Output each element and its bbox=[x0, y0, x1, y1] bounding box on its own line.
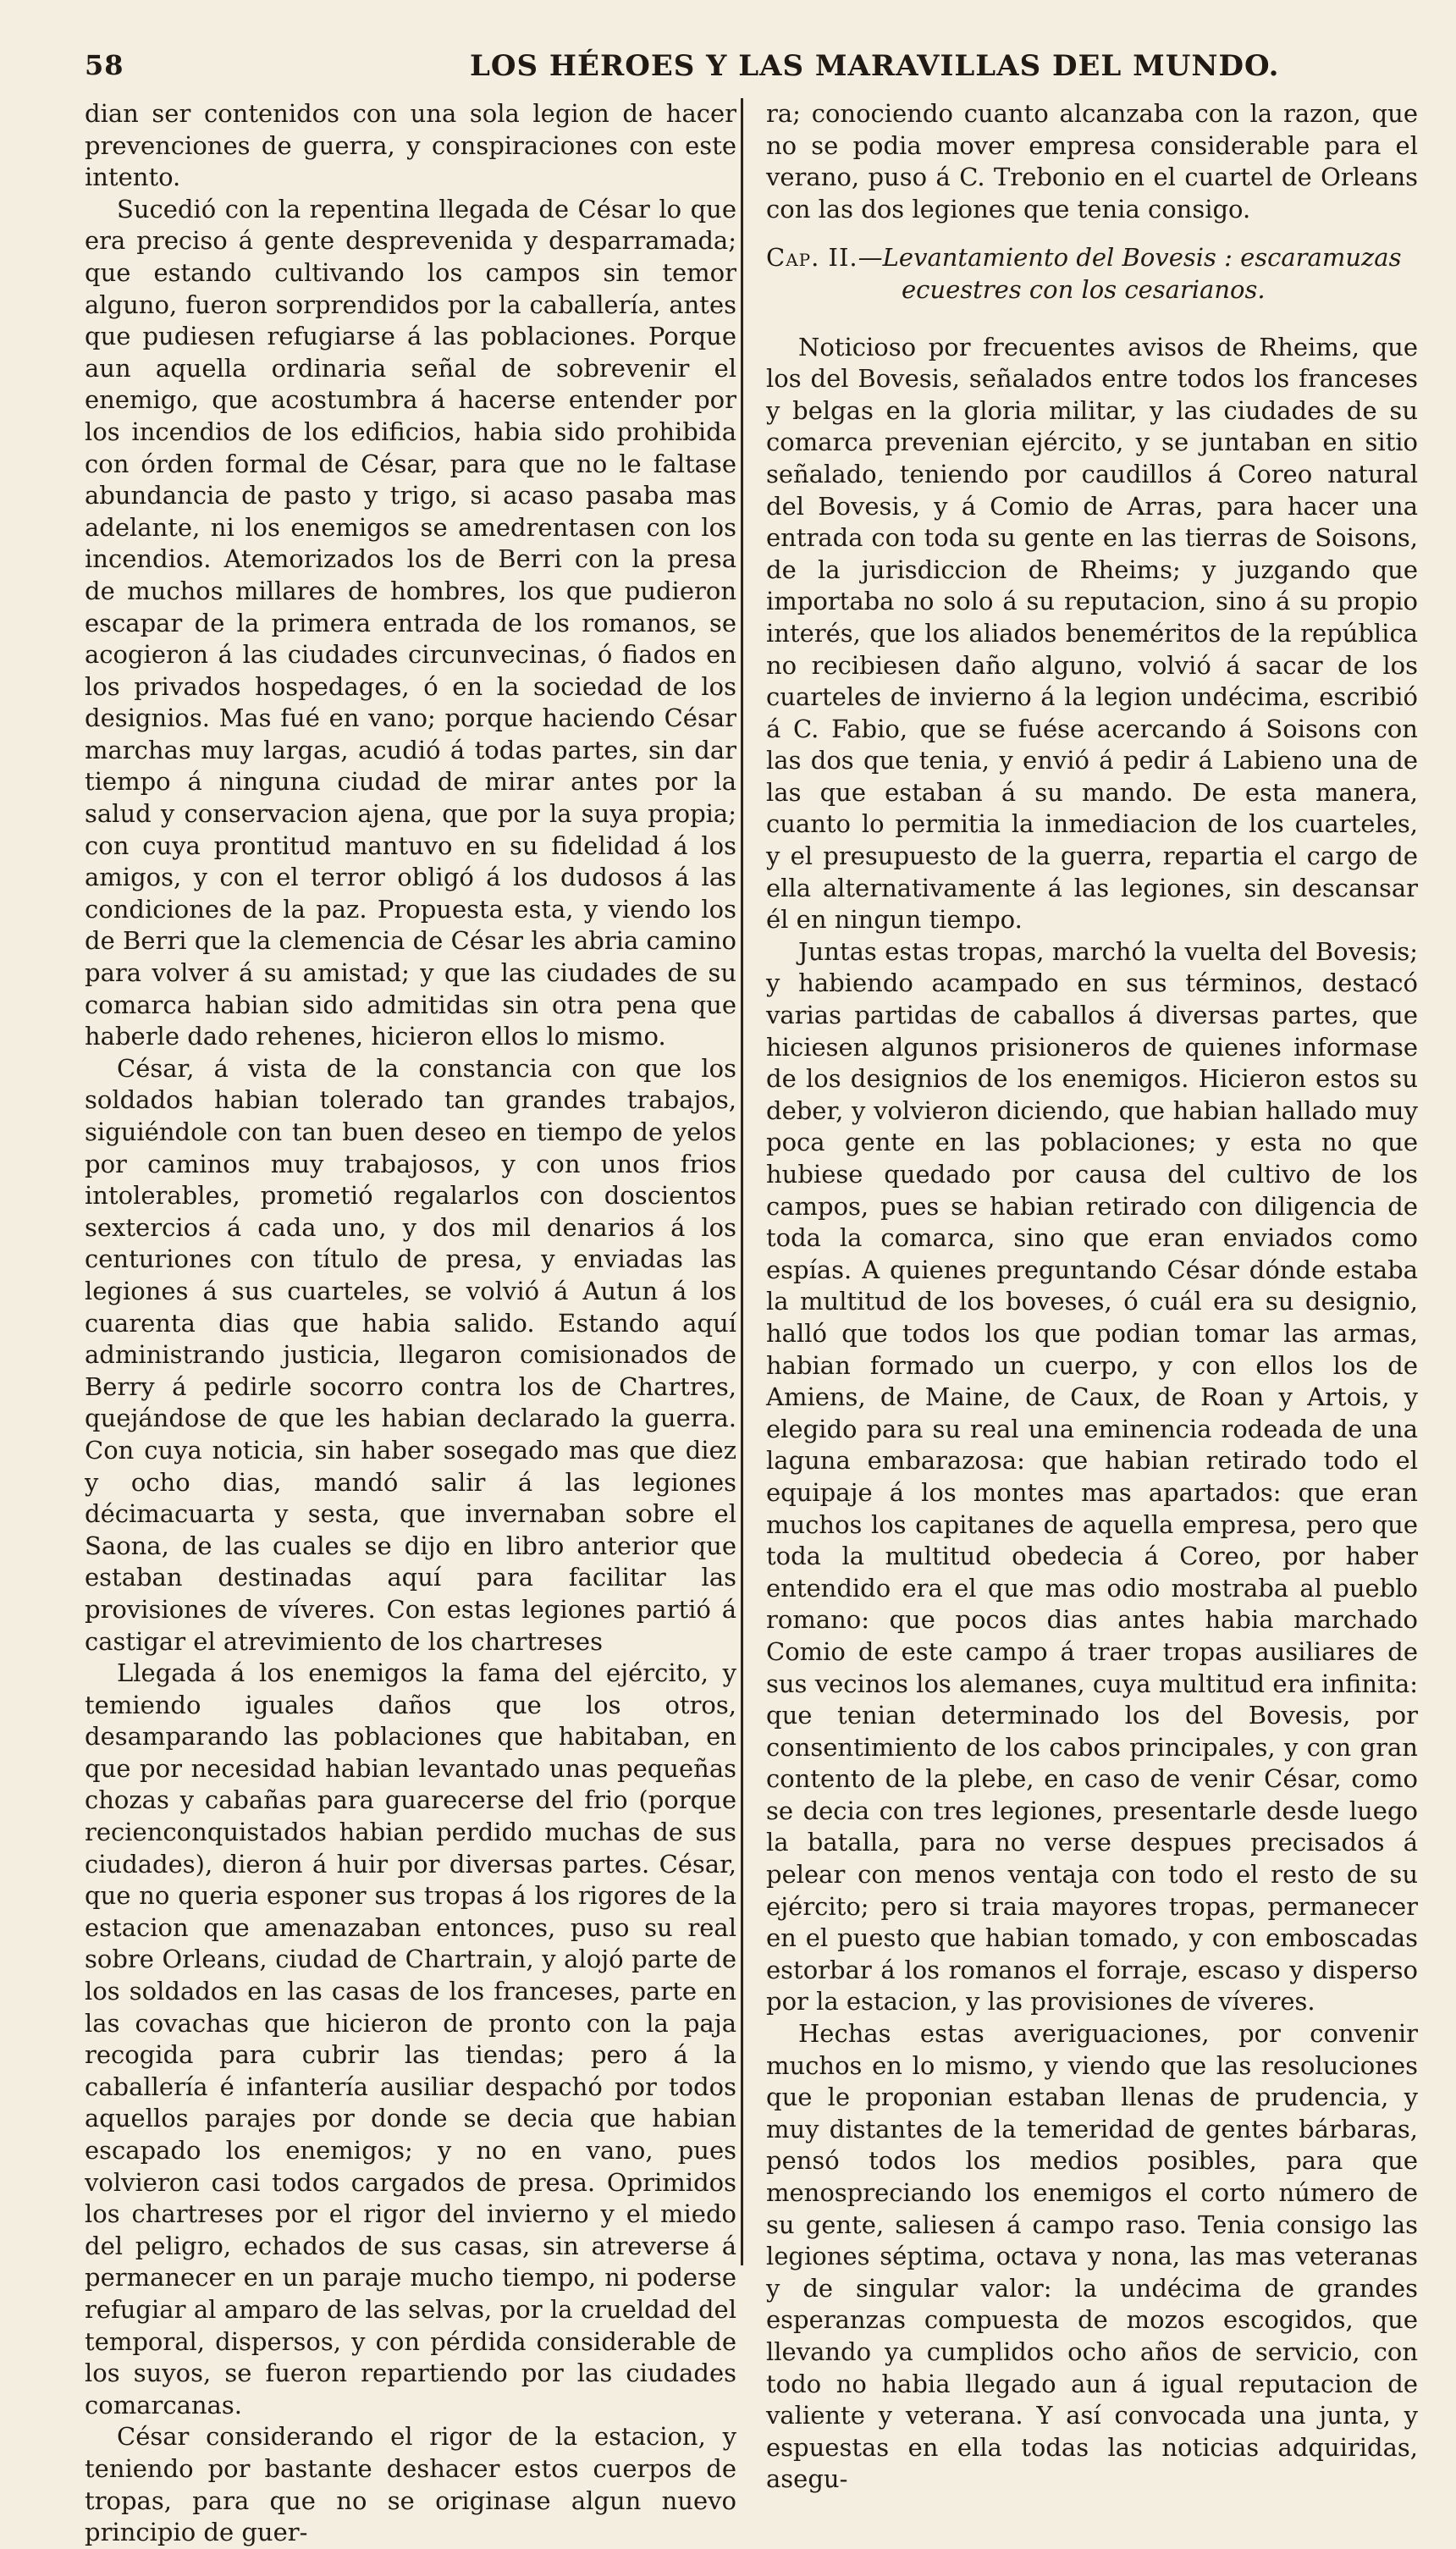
chapter-label: Cap. II. bbox=[766, 243, 858, 273]
paragraph: Llegada á los enemigos la fama del ejército, y temiendo iguales daños que los otros, desamparando las poblaciones que habitaban, en que por necesidad habian levantado unas pequeñas chozas y cabañas para guarecerse del frio (porque recienconquistados habian perdido muchas de sus ciudades), dieron á huir por diversas partes. César, que no queria esponer sus tropas á los rigores de la estacion que amenazaban entonces, puso su real sobre Orleans, ciudad de Chartrain, y alojó parte de los soldados en las casas de los franceses, parte en las covachas que hicieron de pronto con la paja recogida para cubrir las tiendas; pero á la caballería é infantería ausiliar despachó por todos aquellos parajes por donde se decia que habian escapado los enemigos; y no en vano, pues volvieron casi todos cargados de presa. Oprimidos los chartreses por el rigor del invierno y el miedo del peligro, echados de sus casas, sin atreverse á permanecer en un paraje mucho tiempo, ni poderse refugiar al amparo de las selvas, por la crueldad del temporal, dispersos, y con pérdida considerable de los suyos, se fueron repartiendo por las ciudades comarcanas. bbox=[85, 1658, 736, 2419]
left-column bbox=[85, 98, 736, 2549]
paragraph: César, á vista de la constancia con que los soldados habian tolerado tan grandes trabajos, siguiéndole con tan buen deseo en tiempo de yelos por caminos muy trabajosos, y con unos frios intolerables, prometió regalarlos con doscientos sextercios á cada uno, y dos mil denarios á los centuriones con título de presa, y enviadas las legiones á sus cuarteles, se volvió á Autun á los cuarenta dias que habia salido. Estando aquí administrando justicia, llegaron comisionados de Berry á pedirle socorro contra los de Chartres, quejándose de que les habian declarado la guerra. Con cuya noticia, sin haber sosegado mas que diez y ocho dias, mandó salir á las legiones décimacuarta y sesta, que invernaban sobre el Saona, de las cuales se dijo en libro anterior que estaban destinadas aquí para facilitar las provisiones de víveres. Con estas legiones partió á castigar el atrevimiento de los chartreses bbox=[85, 1053, 736, 1656]
chapter-heading bbox=[766, 242, 1418, 306]
running-head: LOS HÉROES Y LAS MARAVILLAS DEL MUNDO. bbox=[470, 49, 1280, 83]
paragraph: Juntas estas tropas, marchó la vuelta del Bovesis; y habiendo acampado en sus términos, destacó varias partidas de caballos á diversas partes, que hiciesen algunos prisioneros de quienes informase de los designios de los enemigos. Hicieron estos su deber, y volvieron diciendo, que habian hallado muy poca gente en las poblaciones; y esta no que hubiese quedado por causa del cultivo de los campos, pues se habian retirado con diligencia de toda la comarca, sino que eran enviados como espías. A quienes preguntando César dónde estaba la multitud de los boveses, ó cuál era su designio, halló que todos los que podian tomar las armas, habian formado un cuerpo, y con ellos los de Amiens, de Maine, de Caux, de Roan y Artois, y elegido para su real una eminencia rodeada de una laguna embarazosa: que habian retirado todo el equipaje á los montes mas apartados: que eran muchos los capitanes de aquella empresa, pero que toda la multitud obedecia á Coreo, por haber entendido era el que mas odio mostraba al pueblo romano: que pocos dias antes habia marchado Comio de este campo á traer tropas ausiliares de sus vecinos los alemanes, cuya multitud era infinita: que tenian determinado los del Bovesis, por consentimiento de los cabos principales, y con gran contento de la plebe, en caso de venir César, como se decia con tres legiones, presentarle desde luego la batalla, para no verse despues precisados á pelear con menos ventaja con todo el resto de su ejército; pero si traia mayores tropas, permanecer en el puesto que habian tomado, y con emboscadas estorbar á los romanos el forraje, escaso y disperso por la estacion, y las provisiones de víveres. bbox=[766, 936, 1418, 2017]
paragraph: ra; conociendo cuanto alcanzaba con la razon, que no se podia mover empresa considerable para el verano, puso á C. Trebonio en el cuartel de Orleans con las dos legiones que tenia consigo. bbox=[766, 99, 1418, 223]
paragraph: dian ser contenidos con una sola legion de hacer prevenciones de guerra, y conspiraciones con este intento. bbox=[85, 99, 736, 192]
paragraph: Hechas estas averiguaciones, por convenir muchos en lo mismo, y viendo que las resoluciones que le proponian estaban llenas de prudencia, y muy distantes de la temeridad de gentes bárbaras, pensó todos los medios posibles, para que menospreciando los enemigos el corto número de su gente, saliesen á campo raso. Tenia consigo las legiones séptima, octava y nona, las mas veteranas y de singular valor: la undécima de grandes esperanzas compuesta de mozos escogidos, que llevando ya cumplidos ocho años de servicio, con todo no habia llegado aun á igual reputacion de valiente y veterana. Y así convocada una junta, y espuestas en ella todas las noticias adquiridas, asegu- bbox=[766, 2019, 1418, 2494]
paragraph: César considerando el rigor de la estacion, y teniendo por bastante deshacer estos cuerpos de tropas, para que no se originase algun nuevo principio de guer- bbox=[85, 2422, 736, 2547]
paragraph: Noticioso por frecuentes avisos de Rheims, que los del Bovesis, señalados entre todos los franceses y belgas en la gloria militar, y las ciudades de su comarca prevenian ejército, y se juntaban en sitio señalado, teniendo por caudillos á Coreo natural del Bovesis, y á Comio de Arras, para hacer una entrada con toda su gente en las tierras de Soisons, de la jurisdiccion de Rheims; y juzgando que importaba no solo á su reputacion, sino á su propio interés, que los aliados beneméritos de la república no recibiesen daño alguno, volvió á sacar de los cuarteles de invierno á la legion undécima, escribió á C. Fabio, que se fuése acercando á Soisons con las dos que tenia, y envió á pedir á Labieno una de las que estaban á su mando. De esta manera, cuanto lo permitia la inmediacion de los cuarteles, y el presupuesto de la guerra, repartia el cargo de ella alternativamente á las legiones, sin descansar él en ningun tiempo. bbox=[766, 332, 1418, 935]
page-number: 58 bbox=[85, 49, 124, 81]
column-divider bbox=[741, 98, 743, 2265]
chapter-title-continued: ecuestres con los cesarianos. bbox=[902, 274, 1266, 304]
paragraph: Sucedió con la repentina llegada de César lo que era preciso á gente desprevenida y desparramada; que estando cultivando los campos sin temor alguno, fueron sorprendidos por la caballería, antes que pudiesen refugiarse á las poblaciones. Porque aun aquella ordinaria señal de sobrevenir el enemigo, que acostumbra á hacerse entender por los incendios de los edificios, habia sido prohibida con órden formal de César, para que no le faltase abundancia de pasto y trigo, si acaso pasaba mas adelante, ni los enemigos se amedrentasen con los incendios. Atemorizados los de Berri con la presa de muchos millares de hombres, los que pudieron escapar de la primera entrada de los romanos, se acogieron á las ciudades circunvecinas, ó fiados en los privados hospedages, ó en la sociedad de los designios. Mas fué en vano; porque haciendo César marchas muy largas, acudió á todas partes, sin dar tiempo á ninguna ciudad de mirar antes por la salud y conservacion ajena, que por la suya propia; con cuya prontitud mantuvo en su fidelidad á los amigos, y con el terror obligó á los dudosos á las condiciones de la paz. Propuesta esta, y viendo los de Berri que la clemencia de César les abria camino para volver á su amistad; y que las ciudades de su comarca habian sido admitidas sin otra pena que haberle dado rehenes, hicieron ellos lo mismo. bbox=[85, 194, 736, 1051]
right-column bbox=[766, 98, 1418, 2496]
chapter-title: —Levantamiento del Bovesis : escaramuzas bbox=[858, 243, 1402, 273]
page-header bbox=[85, 49, 1422, 86]
